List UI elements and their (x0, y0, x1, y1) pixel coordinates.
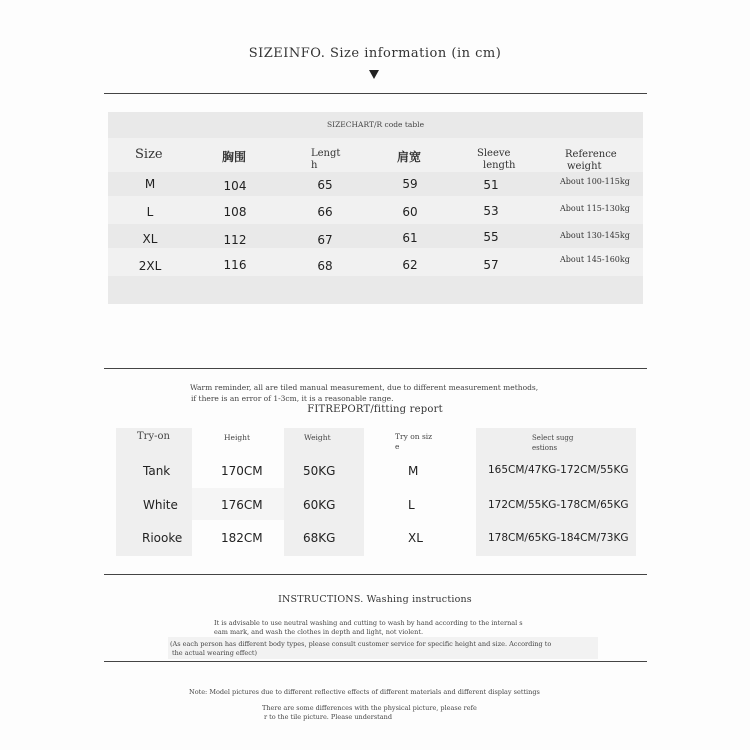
chest-cell: 116 (223, 258, 247, 272)
instructions-line1: It is advisable to use neutral washing and cutting to wash by hand according to the internal s (214, 619, 523, 627)
fit-size-cell: M (408, 464, 419, 478)
chest-cell: 108 (223, 205, 247, 219)
fit-header-size-line1: Try on siz (395, 432, 433, 441)
instructions-line4: the actual wearing effect) (172, 649, 258, 657)
warm-reminder (190, 382, 570, 404)
fit-report-title: FITREPORT/fitting report (307, 404, 443, 415)
header-ref-line1: Reference (565, 149, 617, 160)
fit-name-cell: Tank (143, 464, 171, 478)
warm-reminder-line2: if there is an error of 1-3cm, it is a reasonable range. (191, 394, 394, 403)
fit-header-size-line2: e (395, 442, 400, 451)
fit-header-height: Height (224, 433, 251, 442)
sleeve-cell: 57 (483, 258, 499, 272)
divider (104, 574, 647, 575)
fit-height-cell: 176CM (221, 498, 263, 512)
instructions-title: INSTRUCTIONS. Washing instructions (278, 594, 472, 605)
length-cell: 67 (317, 233, 333, 247)
arrow-down-icon (369, 70, 379, 79)
fit-header-size (395, 432, 432, 452)
header-reference (565, 149, 617, 173)
shoulder-cell: 60 (402, 205, 418, 219)
fit-name-cell: White (143, 498, 178, 512)
length-cell: 68 (317, 259, 333, 273)
reference-cell: About 130-145kg (560, 231, 630, 240)
fit-suggestion-cell: 172CM/55KG-178CM/65KG (488, 499, 629, 511)
fit-weight-cell: 50KG (303, 464, 336, 478)
header-ref-line2: weight (567, 161, 602, 172)
fit-header-tryon: Try-on (137, 431, 170, 442)
note-line3: r to the tile picture. Please understand (264, 713, 393, 721)
reference-cell: About 115-130kg (560, 204, 630, 213)
length-cell: 65 (317, 178, 333, 192)
fit-weight-cell: 60KG (303, 498, 336, 512)
header-shoulder: 肩宽 (397, 150, 422, 164)
chest-cell: 112 (223, 233, 247, 247)
sleeve-cell: 51 (483, 178, 499, 192)
chest-cell: 104 (223, 179, 247, 193)
warm-reminder-line1: Warm reminder, all are tiled manual measurement, due to different measurement methods, (190, 383, 539, 392)
fit-suggestion-cell: 165CM/47KG-172CM/55KG (488, 464, 629, 476)
length-cell: 66 (317, 205, 333, 219)
fit-name-cell: Riooke (142, 531, 183, 545)
header-length-line2: h (311, 160, 318, 171)
shoulder-cell: 62 (402, 258, 418, 272)
fit-height-cell: 170CM (221, 464, 263, 478)
size-cell: L (146, 205, 154, 219)
section-title: SIZEINFO. Size information (in cm) (248, 46, 502, 61)
header-sleeve-line2: length (483, 160, 516, 171)
fit-size-cell: L (408, 498, 415, 512)
header-length-line1: Lengt (311, 148, 341, 159)
size-cell: M (144, 177, 156, 191)
header-chest: 胸围 (222, 150, 247, 164)
divider (104, 368, 647, 369)
header-sleeve (477, 148, 515, 172)
fit-header-weight: Weight (304, 433, 331, 442)
size-cell: XL (142, 232, 158, 246)
row-band (108, 276, 643, 304)
shoulder-cell: 61 (402, 231, 418, 245)
sleeve-cell: 55 (483, 230, 499, 244)
fit-height-cell: 182CM (221, 531, 263, 545)
note-line2: There are some differences with the physical picture, please refe (262, 704, 477, 712)
reference-cell: About 145-160kg (560, 255, 630, 264)
header-size: Size (135, 147, 163, 162)
size-cell: 2XL (138, 259, 162, 273)
shoulder-cell: 59 (402, 177, 418, 191)
divider (104, 93, 647, 94)
reference-cell: About 100-115kg (560, 177, 630, 186)
instructions-line2: eam mark, and wash the clothes in depth and light, not violent. (214, 628, 424, 636)
fit-weight-cell: 68KG (303, 531, 336, 545)
fit-size-cell: XL (408, 531, 423, 545)
fit-header-suggestions (532, 433, 573, 453)
fit-suggestion-cell: 178CM/65KG-184CM/73KG (488, 532, 629, 544)
note-line1: Note: Model pictures due to different reflective effects of different materials and different display settings (189, 688, 540, 696)
fit-header-sugg-line1: Select sugg (532, 434, 574, 442)
size-chart-caption: SIZECHART/R code table (326, 120, 425, 129)
fit-header-sugg-line2: estions (532, 444, 558, 452)
divider (104, 661, 647, 662)
sleeve-cell: 53 (483, 204, 499, 218)
instructions-line3: (As each person has different body types, please consult customer service for specific height and size. According to (170, 640, 552, 648)
header-sleeve-line1: Sleeve (477, 148, 511, 159)
header-length (311, 148, 340, 172)
